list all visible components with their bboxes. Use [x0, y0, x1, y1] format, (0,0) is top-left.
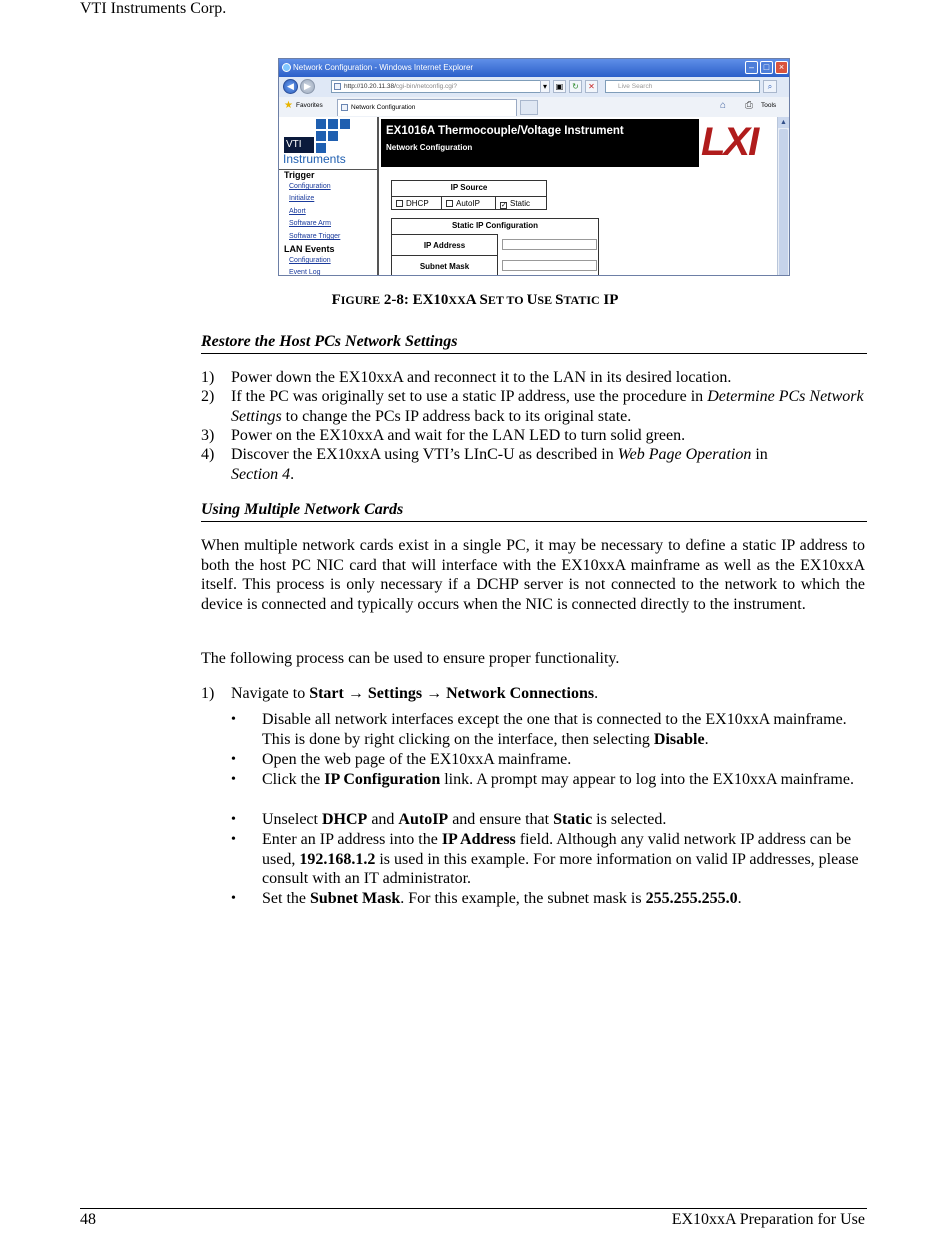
text-run-bold: Start → Settings → Network Connections	[309, 685, 595, 702]
bullet-icon: •	[231, 891, 236, 906]
refresh-icon[interactable]: ↻	[569, 80, 582, 93]
lxi-logo-text: LXI	[701, 120, 758, 164]
scroll-thumb[interactable]	[779, 129, 788, 276]
item-number: 1)	[201, 685, 215, 702]
ip-source-table	[391, 180, 547, 210]
item-text	[231, 445, 867, 484]
dhcp-option[interactable]	[392, 196, 442, 210]
logo-square	[328, 119, 338, 129]
caption-part: IP	[599, 292, 619, 308]
text-run-bold: AutoIP	[398, 811, 449, 828]
vti-logo	[279, 117, 379, 169]
item-number: 2)	[201, 388, 215, 405]
text-run-bold: Disable	[653, 730, 705, 748]
logo-square	[316, 131, 326, 141]
bullet-text	[262, 889, 867, 909]
favorites-label[interactable]: Favorites	[296, 102, 323, 109]
window-title: Network Configuration - Windows Internet Explorer	[293, 63, 474, 72]
static-option[interactable]	[496, 196, 546, 210]
caption-part: A S	[465, 292, 488, 308]
text-run: .	[594, 685, 599, 702]
lxi-logo	[699, 117, 777, 167]
window-titlebar	[279, 59, 789, 77]
logo-vti-text: VTI	[284, 137, 314, 153]
caption-part: S	[555, 292, 564, 308]
sidebar-link-trigger-configuration[interactable]: Configuration	[289, 183, 331, 190]
dhcp-label: DHCP	[406, 199, 429, 208]
dhcp-checkbox[interactable]	[396, 200, 403, 207]
static-ip-table	[391, 218, 599, 276]
section-heading-multiple-cards: Using Multiple Network Cards	[201, 500, 867, 522]
favorites-bar	[279, 97, 789, 118]
bullet-icon: •	[231, 712, 236, 727]
maximize-icon[interactable]: □	[760, 61, 773, 74]
bullet-text	[262, 710, 867, 749]
text-run: .	[737, 890, 742, 907]
sidebar-link-software-arm[interactable]: Software Arm	[289, 220, 332, 227]
text-run-italic: Section 4	[231, 465, 291, 483]
text-run: is used in this example. For more information on valid IP addresses, please consult with an IT administrator.	[262, 850, 859, 887]
caption-part: U	[526, 292, 538, 308]
compat-icon[interactable]: ▣	[553, 80, 566, 93]
caption-part: ET TO	[487, 293, 527, 307]
item-text	[231, 684, 867, 704]
print-icon[interactable]: ⎙	[745, 100, 753, 111]
sidebar-link-event-log[interactable]: Event Log	[289, 269, 321, 276]
sidebar-link-software-trigger[interactable]: Software Trigger	[289, 233, 341, 240]
text-run-bold: DHCP	[321, 811, 368, 828]
ip-address-input[interactable]	[502, 239, 597, 250]
autoip-checkbox[interactable]	[446, 200, 453, 207]
static-ip-heading: Static IP Configuration	[451, 221, 539, 230]
text-run-bold: 192.168.1.2	[299, 850, 376, 868]
text-run: .	[704, 730, 709, 748]
page-content	[279, 117, 777, 276]
text-run-bold: Subnet Mask	[310, 890, 401, 907]
text-run: link. A prompt may appear to log into the EX10xxA mainframe.	[440, 771, 854, 788]
text-run: Discover the EX10xxA using VTI’s LInC-U as described in	[231, 446, 618, 463]
text-run: field. Although any valid network IP address can be used,	[262, 831, 852, 868]
instrument-banner	[381, 119, 699, 167]
text-run-bold: IP Configuration	[324, 771, 441, 788]
logo-instruments-text: Instruments	[283, 152, 346, 166]
caption-part: SE	[537, 293, 556, 307]
caption-part: F	[331, 292, 341, 308]
item-text: Power down the EX10xxA and reconnect it to the LAN in its desired location.	[231, 369, 732, 386]
scroll-up-icon[interactable]: ▲	[778, 117, 789, 128]
section-heading-restore: Restore the Host PCs Network Settings	[201, 332, 867, 354]
list-item	[201, 445, 867, 485]
text-run: Set the	[262, 890, 310, 907]
static-checkbox[interactable]: ✓	[501, 202, 507, 209]
bullet-icon: •	[231, 772, 236, 787]
banner-title: EX1016A Thermocouple/Voltage Instrument	[386, 125, 624, 137]
autoip-label: AutoIP	[456, 199, 481, 208]
tab-label: Network Configuration	[351, 104, 416, 111]
item-text: Power on the EX10xxA and wait for the LAN LED to turn solid green.	[231, 427, 686, 444]
vertical-scrollbar[interactable]	[777, 117, 789, 276]
text-run: If the PC was originally set to use a static IP address, use the procedure in	[231, 388, 708, 405]
text-run: Navigate to	[231, 685, 310, 702]
sidebar-link-initialize[interactable]: Initialize	[289, 195, 315, 202]
sidebar-link-abort[interactable]: Abort	[289, 208, 306, 215]
sidebar-heading-lan-events: LAN Events	[284, 244, 335, 254]
ie-icon	[282, 63, 291, 72]
search-icon[interactable]: ⌕	[763, 80, 777, 93]
text-run: Enter an IP address into the	[262, 831, 442, 848]
ip-source-heading: IP Source	[450, 183, 488, 192]
network-config-screenshot	[278, 58, 790, 276]
subnet-mask-label: Subnet Mask	[392, 255, 498, 276]
new-tab-button[interactable]	[520, 100, 538, 115]
url-path: cgi-bin/netconfig.cgi?	[395, 83, 457, 90]
logo-square	[340, 119, 350, 129]
ip-address-label: IP Address	[392, 234, 498, 255]
favorites-star-icon[interactable]: ★	[284, 100, 293, 111]
search-input[interactable]: Live Search	[605, 80, 760, 93]
bullet-icon: •	[231, 812, 236, 827]
bullet-icon: •	[231, 832, 236, 847]
bullet-text: Open the web page of the EX10xxA mainframe.	[262, 751, 572, 768]
autoip-option[interactable]	[442, 196, 496, 210]
text-run: Disable all network interfaces except the one that is connected to the EX10xxA mainframe. This is done by right clicking on the interface, then selecting	[262, 711, 847, 748]
text-run-bold: IP Address	[441, 831, 516, 848]
paragraph-multiple-cards: When multiple network cards exist in a single PC, it may be necessary to define a static IP address to both the host PC NIC card that will interface with the EX10xxA mainframe as well as the EX10xxA itself. This process is only necessary if a DCHP server is not connected to the network to which the device is connected and typically occurs when the NIC is connected directly to the instrument.	[201, 537, 865, 613]
header-company: VTI Instruments Corp.	[80, 0, 227, 17]
web-sidebar	[279, 117, 379, 276]
address-bar	[279, 77, 789, 98]
sidebar-link-lan-configuration[interactable]: Configuration	[289, 257, 331, 264]
caption-part: XX	[448, 293, 466, 307]
url-host: http://10.20.11.38/	[344, 83, 396, 90]
bullet-icon: •	[231, 752, 236, 767]
item-number: 1)	[201, 369, 215, 386]
text-run: Unselect	[262, 811, 322, 828]
figure-caption	[0, 292, 950, 309]
minimize-icon[interactable]: –	[745, 61, 758, 74]
tab-network-configuration[interactable]	[337, 99, 517, 116]
item-number: 3)	[201, 427, 215, 444]
banner-subtitle: Network Configuration	[386, 143, 473, 152]
text-run: .	[290, 465, 295, 483]
stop-icon[interactable]: ✕	[585, 80, 598, 93]
close-icon[interactable]: ×	[775, 61, 788, 74]
static-label: Static	[510, 199, 531, 208]
logo-square	[316, 119, 326, 129]
text-run-italic: Determine PCs Network Settings	[231, 388, 864, 425]
forward-icon[interactable]: ▶	[300, 79, 315, 94]
paragraph-process: The following process can be used to ensure proper functionality.	[201, 650, 620, 667]
list-item	[201, 387, 867, 427]
text-run-bold: 255.255.255.0	[645, 890, 738, 907]
sidebar-heading-trigger: Trigger	[284, 170, 315, 180]
text-run-bold: Static	[553, 811, 593, 828]
url-dropdown-icon[interactable]: ▾	[540, 80, 550, 93]
logo-square	[328, 131, 338, 141]
page-icon	[334, 83, 341, 90]
subnet-mask-input[interactable]	[502, 260, 597, 271]
footer-title: EX10xxA Preparation for Use	[671, 1211, 865, 1228]
text-run-italic: Web Page Operation	[617, 446, 752, 463]
bullet-text	[262, 830, 867, 889]
text-run: in	[751, 446, 768, 463]
bullet-text	[262, 810, 867, 830]
caption-part: 2-8: EX10	[380, 292, 449, 308]
tab-page-icon	[341, 104, 348, 111]
tools-menu[interactable]: Tools	[761, 102, 777, 109]
text-run: is selected.	[592, 811, 667, 828]
caption-part: TATIC	[563, 293, 600, 307]
text-run: Click the	[262, 771, 325, 788]
text-run: and ensure that	[448, 811, 554, 828]
text-run: . For this example, the subnet mask is	[400, 890, 646, 907]
text-run: to change the PCs IP address back to its original state.	[281, 407, 632, 425]
footer-page-number: 48	[80, 1211, 96, 1228]
footer-divider	[80, 1208, 867, 1209]
back-icon[interactable]: ◀	[283, 79, 298, 94]
url-input[interactable]	[331, 80, 549, 93]
text-run: and	[367, 811, 399, 828]
bullet-text	[262, 770, 867, 790]
item-text	[231, 387, 867, 426]
item-number: 4)	[201, 446, 215, 463]
caption-part: IGURE	[340, 293, 381, 307]
home-icon[interactable]: ⌂	[720, 100, 727, 111]
